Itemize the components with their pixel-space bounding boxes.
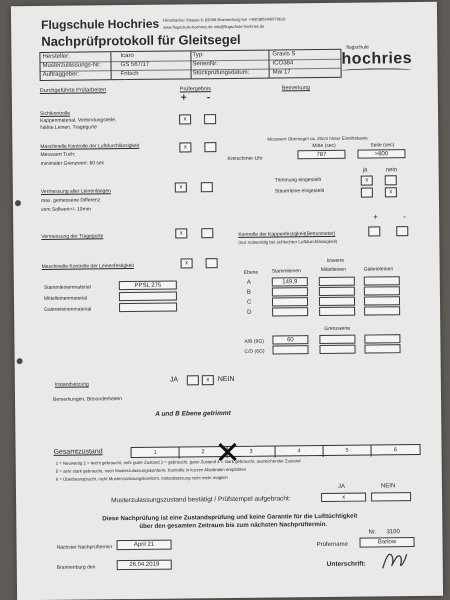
- pruefer-label: Prüfername: [316, 541, 348, 549]
- kappen-minus-checkbox[interactable]: [396, 226, 408, 236]
- gesamt-legend-3: 6 = Überbeansprucht, nicht Musterzulassungskonform, Instandsetzung nicht mehr möglich: [55, 475, 228, 482]
- cd-label: C/D (6G): [244, 348, 265, 355]
- a-stamm-field[interactable]: 149,9: [272, 277, 308, 286]
- remarks-label: Bemerkungen, Besonderheiten: [52, 396, 122, 403]
- hersteller-label: Hersteller:: [42, 53, 70, 60]
- mittel-material-field[interactable]: [119, 292, 177, 302]
- d-galerie-field[interactable]: [364, 306, 400, 315]
- istwerte-title: Istwerte: [326, 257, 345, 264]
- steuerleine-ja-checkbox[interactable]: [361, 187, 373, 197]
- kappen-desc: (nur notwendig bei schlechter Luftdurchlässigkeit): [238, 238, 338, 245]
- address-line-1: Flintsbacher Strasse 6; 83098 Brannenburg fon +49(0)8034/6079616: [163, 16, 286, 23]
- seite-label: Seite (sec): [370, 142, 395, 149]
- sicht-plus-checkbox[interactable]: x: [179, 114, 191, 124]
- col-stammleinen: Stammleinen: [271, 268, 301, 275]
- trimmung-ja-checkbox[interactable]: x: [361, 175, 373, 185]
- punch-hole-top: [15, 200, 21, 206]
- logo-hochries: hochries: [341, 50, 413, 68]
- col-arbeiten: Durchgeführte Prüfarbeiten: [39, 87, 107, 94]
- scale-cell-4[interactable]: 4: [276, 446, 324, 458]
- kretschmer-label: Kretschmer-Uhr: [227, 155, 263, 162]
- place-date-field[interactable]: 26.04.2019: [117, 560, 172, 571]
- konform-nein-label: NEIN: [380, 483, 396, 490]
- seite-value-field[interactable]: >800: [357, 149, 405, 159]
- row-label-b: B: [246, 289, 251, 296]
- luft-minus-checkbox[interactable]: [204, 142, 216, 152]
- nr-value: 3100: [386, 529, 400, 536]
- leinen-plus-checkbox[interactable]: x: [175, 182, 187, 192]
- steuerleine-label: Steuerleine eingestellt: [274, 187, 325, 195]
- mittel-material-label: Mittelleinenmaterial: [43, 295, 88, 302]
- trage-plus-checkbox[interactable]: x: [175, 228, 187, 238]
- instand-label: Instandsetzung: [54, 381, 89, 388]
- luft-desc-2: minimaler Grenzwert: 60 sec: [40, 160, 105, 167]
- serien-value: ICO384: [272, 60, 294, 67]
- scale-cell-1[interactable]: 1: [132, 448, 180, 460]
- c-stamm-field[interactable]: [272, 297, 308, 306]
- sicht-minus-checkbox[interactable]: [204, 114, 216, 124]
- b-mittel-field[interactable]: [319, 287, 355, 296]
- scale-cell-3[interactable]: 3: [228, 446, 276, 458]
- instand-nein-label: NEIN: [217, 375, 235, 384]
- typ-value: Gravis S: [272, 51, 296, 58]
- gesamt-scale: [131, 444, 421, 458]
- c-mittel-field[interactable]: [319, 297, 355, 306]
- ab-galerie-field[interactable]: [364, 334, 400, 343]
- next-date-field[interactable]: April 21: [116, 540, 171, 551]
- stueck-value: Mai 17: [272, 69, 291, 76]
- address-line-2: www.flugschule-hochries.de info@flugschule-hochries.de: [163, 23, 265, 30]
- stamm-material-field[interactable]: PPSL 275: [119, 281, 177, 291]
- logo-swoosh-icon: [342, 68, 412, 73]
- auftrag-value: Fritsch: [120, 70, 139, 78]
- scale-cell-6[interactable]: 6: [394, 447, 398, 454]
- mitte-label: Mitte (sec): [312, 142, 336, 150]
- remarks-text: A und B Ebene getrimmt: [155, 409, 231, 418]
- gesamt-label: Gesamtzustand: [53, 448, 103, 456]
- cd-stamm-field[interactable]: [272, 345, 308, 354]
- sicht-desc-1: Kappenmaterial, Verbindungsteile,: [40, 117, 117, 124]
- trage-title: Vermessung der Tragegurte: [41, 233, 104, 240]
- scale-cell-5[interactable]: 5: [324, 445, 372, 457]
- steuerleine-nein-checkbox[interactable]: x: [385, 187, 397, 197]
- col-plus: +: [180, 92, 187, 104]
- auftrag-label: Auftraggeber:: [42, 71, 80, 78]
- konform-label: Musterzulassungszustand bestätigt / Prüfstempel aufgebracht:: [111, 495, 291, 505]
- c-galerie-field[interactable]: [364, 296, 400, 305]
- d-mittel-field[interactable]: [319, 307, 355, 316]
- pruefer-field[interactable]: Barlow: [359, 537, 414, 548]
- luft-plus-checkbox[interactable]: x: [179, 142, 191, 152]
- ebene-label: Ebene: [243, 269, 259, 276]
- kappen-title: Kontrolle der Kappenfestigkeit(Bettsometer): [238, 230, 336, 238]
- festig-minus-checkbox[interactable]: [206, 258, 218, 268]
- ab-mittel-field[interactable]: [319, 335, 355, 344]
- signature-icon: [379, 548, 409, 572]
- hersteller-value: Icaro: [120, 52, 134, 60]
- festig-plus-checkbox[interactable]: x: [181, 258, 193, 268]
- col-ergebnis: Prüfergebnis: [179, 86, 211, 93]
- logo-small-text: flugschule: [346, 44, 369, 51]
- ja-label: ja: [362, 167, 368, 174]
- leinen-title: Vermessung aller Leinenlängen: [40, 188, 111, 195]
- guarantee-line-1: Diese Nachprüfung ist eine Zustandsprüfung und keine Garantie für die Lufttüchtigkeit: [102, 512, 358, 523]
- place-label: Brannenburg den: [56, 564, 96, 571]
- nein-label: nein: [385, 167, 398, 174]
- next-date-label: Nächster Nachprüftermin: [56, 544, 113, 551]
- konform-ja-field[interactable]: x: [321, 493, 366, 502]
- konform-ja-label: JA: [337, 483, 345, 490]
- stamm-material-label: Stammleinenmaterial: [43, 284, 91, 291]
- typ-label: Typ:: [192, 52, 204, 59]
- trimmung-label: Trimmung eingestellt: [274, 177, 322, 184]
- row-label-d: D: [247, 309, 252, 316]
- kappen-minus-sign: -: [403, 212, 406, 222]
- festig-title: Maschinelle Kontrolle der Leinenfestigkeit: [41, 262, 134, 270]
- col-mittelleinen: Mittelleinen: [320, 266, 347, 274]
- luft-desc-1: Messwert Tuch:: [40, 151, 76, 158]
- row-label-a: A: [246, 279, 251, 286]
- sicht-title: Sichtkontrolle: [39, 110, 71, 117]
- row-label-c: C: [246, 299, 252, 306]
- scale-cell-2[interactable]: 2: [180, 447, 228, 459]
- col-bemerkung: Bemerkung: [281, 85, 310, 92]
- konform-nein-field[interactable]: [371, 492, 411, 501]
- signature-label: Unterschrift:: [326, 560, 366, 568]
- a-mittel-field[interactable]: [319, 277, 355, 286]
- col-galerieleinen: Galerieleinen: [363, 266, 394, 273]
- school-name: Flugschule Hochries: [41, 16, 160, 32]
- muster-value: GS 567/17: [120, 61, 150, 69]
- ab-label: A/B (8G): [244, 338, 264, 345]
- ab-stamm-field[interactable]: 60: [272, 335, 308, 344]
- leinen-desc-2: vom Sollwert+/- 10mm: [41, 206, 91, 213]
- cd-mittel-field[interactable]: [319, 345, 355, 354]
- punch-hole-bottom: [17, 358, 23, 364]
- luft-title: Maschinelle Kontrolle der Luftdurchlässigkeit: [40, 142, 140, 150]
- muster-label: Musterzulassungs-Nr:: [42, 62, 101, 69]
- col-minus: -: [206, 92, 211, 104]
- stueck-label: Stückprüfungsdatum:: [192, 69, 250, 77]
- instand-ja-label: JA: [169, 376, 179, 384]
- leinen-minus-checkbox[interactable]: [201, 182, 213, 192]
- instand-ja-checkbox[interactable]: [187, 375, 199, 385]
- b-stamm-field[interactable]: [272, 287, 308, 296]
- gesamt-legend-1: 1 = Neuwertig 2 = leicht gebraucht, sehr guter Zustand 3 = gebraucht, guter Zustand 4 = stark gebraucht, ausreichender Zustand: [55, 458, 301, 466]
- a-galerie-field[interactable]: [364, 276, 400, 285]
- nr-label: Nr.: [368, 529, 377, 536]
- b-galerie-field[interactable]: [364, 286, 400, 295]
- galerie-material-field[interactable]: [119, 303, 177, 313]
- grenzwerte-label: Grenzwerte: [324, 325, 351, 332]
- info-table: [39, 49, 341, 81]
- galerie-material-label: Galerieleinenmaterial: [44, 306, 92, 313]
- leinen-desc-1: max. gemessene Differenz: [40, 197, 101, 204]
- cd-galerie-field[interactable]: [364, 344, 400, 353]
- inspection-sheet: [11, 2, 443, 600]
- trimmung-nein-checkbox[interactable]: [385, 175, 397, 185]
- gesamt-legend-2: 5 = sehr stark gebraucht, noch Musterzulassungskonform, Kontrolle in kurzen Abständen empfohlen: [55, 466, 247, 474]
- mitte-value-field[interactable]: 787: [297, 150, 345, 160]
- kappen-plus-checkbox[interactable]: [368, 226, 380, 236]
- guarantee-line-2: über den gesamten Zeitraum bis zum nächsten Nachprüftermin.: [139, 520, 328, 530]
- d-stamm-field[interactable]: [272, 307, 308, 316]
- messwert-note: Messwert Obersegel ca. 20cm hinter Eintrittskante: [267, 135, 368, 142]
- kappen-plus-sign: +: [373, 212, 378, 222]
- instand-nein-checkbox[interactable]: x: [202, 375, 214, 385]
- page-title: Nachprüfprotokoll für Gleitsegel: [41, 31, 241, 49]
- serien-label: SerienNr:: [192, 61, 218, 68]
- trage-minus-checkbox[interactable]: [201, 228, 213, 238]
- sicht-desc-2: Nähte,Leinen, Tragegurte: [40, 124, 97, 131]
